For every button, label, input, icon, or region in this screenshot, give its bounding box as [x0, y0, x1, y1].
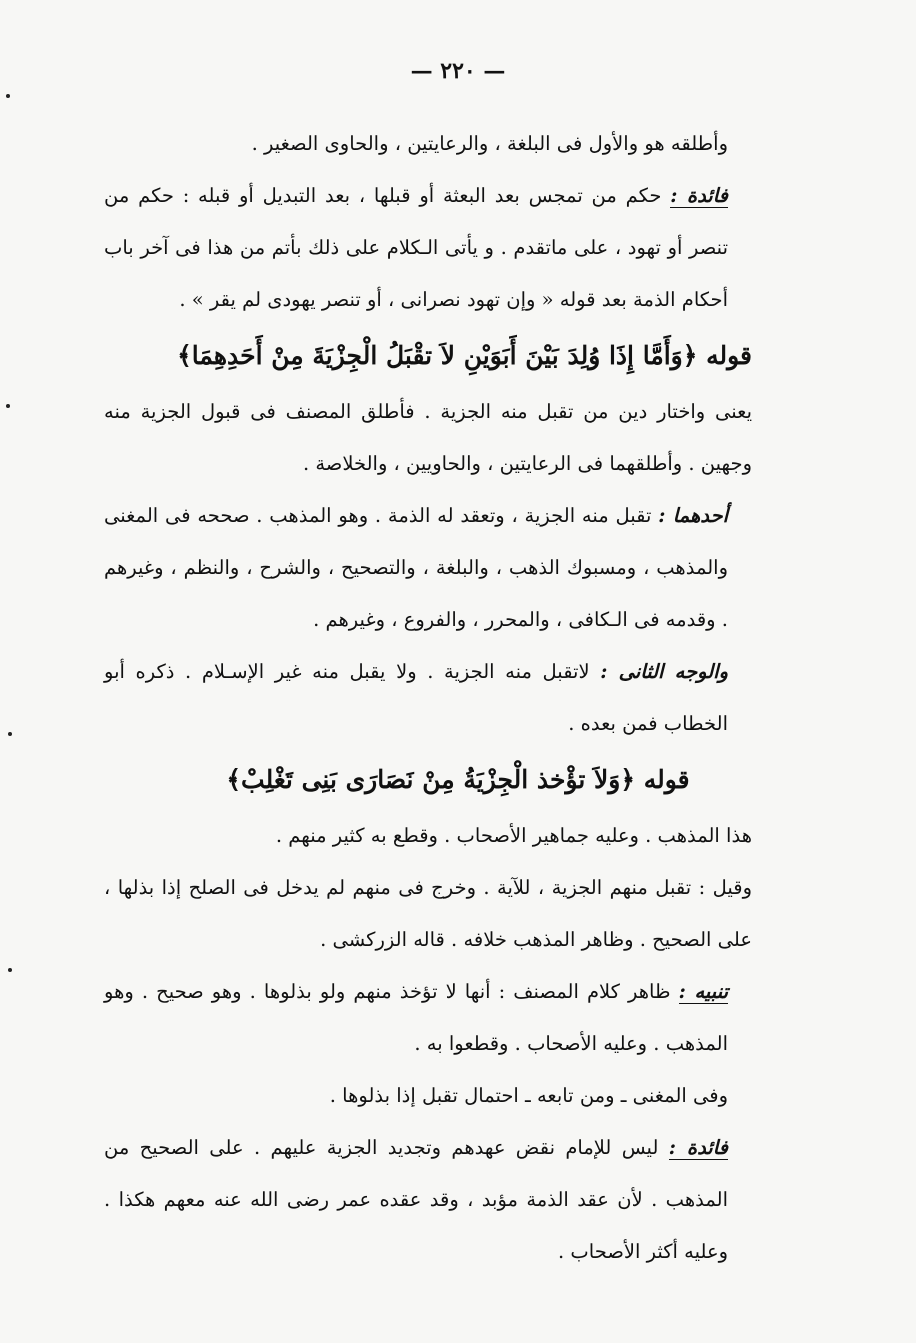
paragraph-note — [104, 170, 752, 326]
paragraph-text: يعنى واختار دين من تقبل منه الجزية . فأطلق المصنف فى قبول الجزية منه وجهين . وأطلقهما فى الرعايتين ، والحاويين ، والخلاصة . — [104, 400, 752, 475]
margin-dot — [6, 94, 10, 98]
paragraph-text: لاتقبل منه الجزية . ولا يقبل منه غير الإسـلام . ذكره أبو الخطاب فمن بعده . — [104, 660, 728, 735]
term-label: والوجه الثانى : — [600, 660, 728, 683]
heading-word: قوله — [643, 765, 690, 794]
close-bracket: ﴾ — [177, 341, 192, 370]
heading-word: قوله — [706, 341, 752, 370]
paragraph-text: حكم من تمجس بعد البعثة أو قبلها ، بعد التبديل أو قبله : حكم من تنصر أو تهود ، على ماتقدم . و يأتى الـكلام على ذلك بأتم من هذا فى آخر باب أحكام الذمة بعد قوله « وإن تهود نصرانى ، أو تنصر يهودى لم يقر » . — [104, 184, 728, 311]
note-label: فائدة : — [670, 184, 728, 207]
margin-dot — [8, 968, 12, 972]
margin-dot — [8, 732, 12, 736]
open-bracket: ﴿ — [682, 341, 698, 370]
quoted-text: وَلاَ تؤْخذ الْجِزْيَةُ مِنْ نَصَارَى بَنِى تَغْلِبْ — [241, 765, 621, 794]
paragraph — [104, 490, 752, 646]
margin-dot — [6, 404, 10, 408]
paragraph-text: وأطلقه هو والأول فى البلغة ، والرعايتين ، والحاوى الصغير . — [251, 132, 728, 155]
quoted-heading — [104, 326, 752, 386]
close-bracket: ﴾ — [226, 765, 242, 794]
paragraph-text: تقبل منه الجزية ، وتعقد له الذمة . وهو المذهب . صححه فى المغنى والمذهب ، ومسبوك الذهب ، والبلغة ، والتصحيح ، والشرح ، والنظم ، وغيرهم . وقدمه فى الـكافى ، والمحرر ، والفروع ، وغيرهم . — [104, 504, 728, 631]
paragraph — [104, 810, 752, 862]
paragraph-text: وفى المغنى ـ ومن تابعه ـ احتمال تقبل إذا بذلوها . — [329, 1084, 728, 1107]
paragraph — [104, 1070, 752, 1122]
paragraph-text: ليس للإمام نقض عهدهم وتجديد الجزية عليهم . على الصحيح من المذهب . لأن عقد الذمة مؤبد ، وقد عقده عمر رضى الله عنه معهم هكذا . وعليه أكثر الأصحاب . — [104, 1136, 728, 1263]
quoted-heading — [104, 750, 752, 810]
paragraph-text: هذا المذهب . وعليه جماهير الأصحاب . وقطع به كثير منهم . — [275, 824, 752, 847]
paragraph-note — [104, 966, 752, 1070]
paragraph — [104, 862, 752, 966]
paragraph-text: ظاهر كلام المصنف : أنها لا تؤخذ منهم ولو بذلوها . وهو صحيح . وهو المذهب . وعليه الأصحاب . وقطعوا به . — [104, 980, 728, 1055]
note-label: تنبيه : — [678, 980, 729, 1003]
term-label: أحدهما : — [658, 504, 729, 527]
paragraph — [104, 646, 752, 750]
open-bracket: ﴿ — [620, 765, 636, 794]
paragraph — [104, 386, 752, 490]
page-number: — ٢٢٠ — — [410, 58, 506, 84]
quoted-text: وَأَمَّا إِذَا وُلِدَ بَيْنَ أَبَوَيْنِ لاَ تقْبَلُ الْجِزْيَةَ مِنْ أَحَدِهِمَا — [191, 341, 683, 370]
paragraph — [104, 118, 752, 170]
page-body — [104, 118, 752, 1278]
paragraph-note — [104, 1122, 752, 1278]
paragraph-text: وقيل : تقبل منهم الجزية ، للآية . وخرج فى منهم لم يدخل فى الصلح إذا بذلها ، على الصحيح . وظاهر المذهب خلافه . قاله الزركشى . — [104, 876, 752, 951]
note-label: فائدة : — [668, 1136, 728, 1159]
